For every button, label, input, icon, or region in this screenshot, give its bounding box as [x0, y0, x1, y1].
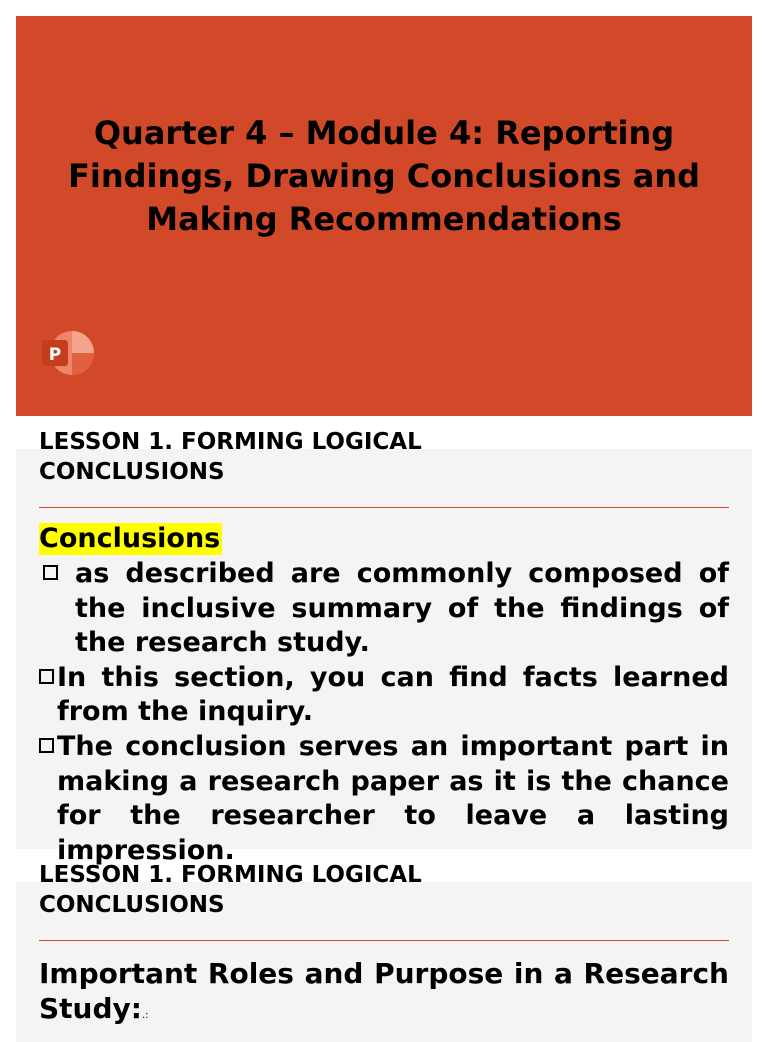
checkbox-bullet-icon: [39, 738, 54, 753]
lesson-heading: LESSON 1. FORMING LOGICAL CONCLUSIONS: [39, 862, 422, 918]
powerpoint-logo-icon: [40, 329, 98, 377]
bullet-text: In this section, you can find facts learned from the inquiry.: [57, 661, 729, 728]
tiny-mark: .:: [141, 1010, 149, 1021]
title-slide: [16, 16, 752, 416]
lesson-slide-roles: [16, 862, 752, 1042]
bullet-text: as described are commonly composed of the inclusive summary of the findings of the research study.: [75, 558, 729, 659]
slide-title: Quarter 4 – Module 4: Reporting Findings, Drawing Conclusions and Making Recommendations: [67, 114, 701, 238]
logo-letter: P: [48, 345, 62, 365]
bullet-text: The conclusion serves an important part in making a research paper as it is the chance for the researcher to leave a lasting impression.: [57, 730, 729, 866]
divider: [39, 507, 729, 508]
checkbox-bullet-icon: [43, 565, 58, 580]
bullet-list: [39, 557, 729, 868]
subheading-text: Important Roles and Purpose in a Research Study:: [39, 957, 729, 1025]
lesson-slide-conclusions: [16, 429, 752, 866]
section-subheading: [39, 956, 729, 1033]
highlighted-term: Conclusions: [39, 523, 221, 554]
checkbox-bullet-icon: [39, 669, 54, 684]
bullet-item: [39, 730, 729, 868]
lesson-heading: LESSON 1. FORMING LOGICAL CONCLUSIONS: [39, 429, 422, 485]
bullet-item: [39, 557, 729, 661]
bullet-item: [39, 661, 729, 730]
divider: [39, 940, 729, 941]
